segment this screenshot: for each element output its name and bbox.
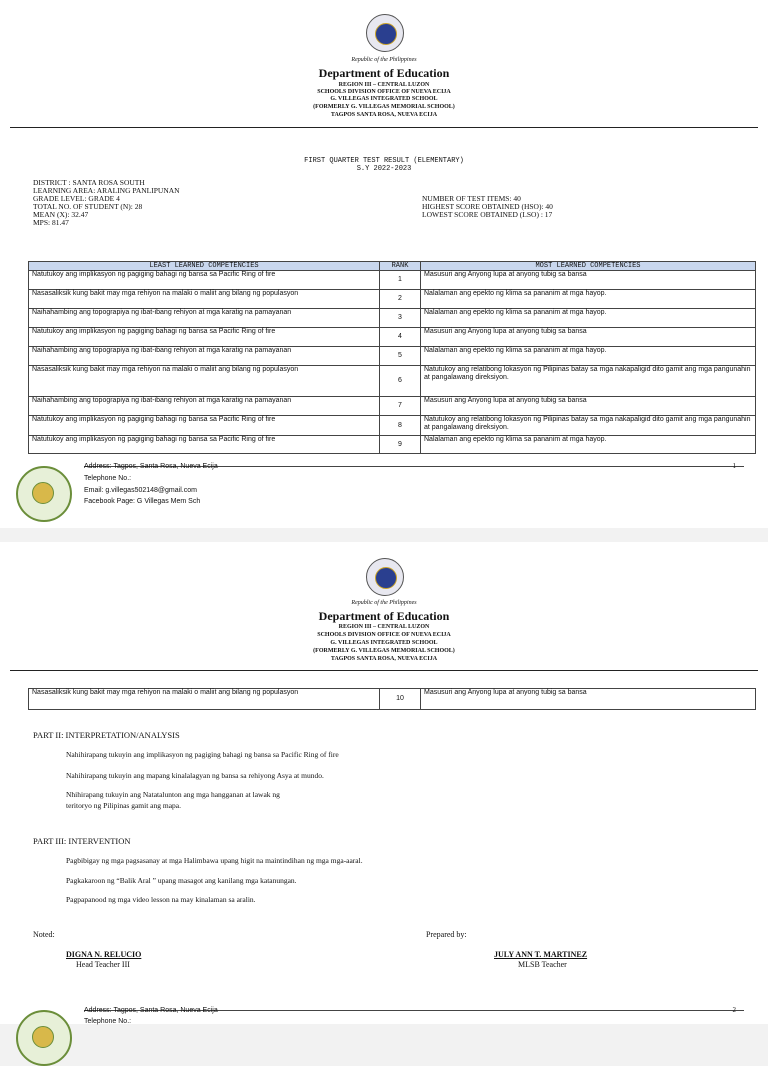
- header-rank: RANK: [380, 262, 421, 271]
- school-line: G. VILLEGAS INTEGRATED SCHOOL: [330, 96, 438, 102]
- least-cell: Naihahambing ang topograpiya ng ibat-ibang rehiyon at mga karatig na pamayanan: [29, 309, 380, 328]
- header-divider: [10, 670, 758, 671]
- page-gap: [0, 528, 768, 542]
- least-cell: Natutukoy ang implikasyon ng pagiging bahagi ng bansa sa Pacific Ring of fire: [29, 436, 380, 454]
- part3-item: Pagkakaroon ng “Balik Aral ” upang masagot ang kanilang mga katanungan.: [66, 876, 297, 885]
- least-cell: Naihahambing ang topograpiya ng ibat-ibang rehiyon at mga karatig na pamayanan: [29, 397, 380, 416]
- page-number: 2: [732, 1006, 736, 1014]
- table-row: [29, 416, 756, 436]
- school-address-line: TAGPOS SANTA ROSA, NUEVA ECIJA: [330, 656, 438, 662]
- division-line: SCHOOLS DIVISION OFFICE OF NUEVA ECIJA: [317, 632, 451, 638]
- header-least: LEAST LEARNED COMPETENCIES: [29, 262, 380, 271]
- most-cell: Masusuri ang Anyong lupa at anyong tubig sa bansa: [421, 689, 756, 710]
- grade-level: GRADE LEVEL: GRADE 4: [33, 194, 120, 203]
- school-line: G. VILLEGAS INTEGRATED SCHOOL: [330, 640, 438, 646]
- rank-cell: 8: [380, 416, 421, 436]
- department-title: Department of Education: [318, 609, 450, 623]
- page-1: [0, 0, 768, 528]
- mps-score: MPS: 81.47: [33, 218, 69, 227]
- test-items: NUMBER OF TEST ITEMS: 40: [422, 194, 521, 203]
- prepared-label: Prepared by:: [426, 930, 467, 939]
- signatory-role-1: Head Teacher III: [76, 960, 130, 969]
- least-cell: Nasasaliksik kung bakit may mga rehiyon na malaki o maliit ang bilang ng populasyon: [29, 366, 380, 397]
- least-cell: Naihahambing ang topograpiya ng ibat-ibang rehiyon at mga karatig na pamayanan: [29, 347, 380, 366]
- school-logo-icon: [16, 466, 72, 522]
- total-students: TOTAL NO. OF STUDENT (N): 28: [33, 202, 143, 211]
- rank-cell: 1: [380, 271, 421, 290]
- table-row: [29, 689, 756, 710]
- table-row: [29, 347, 756, 366]
- part2-item: Nahihirapang tukuyin ang mapang kinalalagyan ng bansa sa rehiyong Asya at mundo.: [66, 771, 324, 780]
- signatory-name-1: DIGNA N. RELUCIO: [66, 950, 142, 959]
- formerly-line: (FORMERLY G. VILLEGAS MEMORIAL SCHOOL): [313, 104, 455, 110]
- most-cell: Masusuri ang Anyong lupa at anyong tubig sa bansa: [421, 271, 756, 290]
- table-row: [29, 309, 756, 328]
- competencies-table-continued: [28, 688, 756, 710]
- part2-item: Nhihirapang tukuyin ang Natatalunton ang mga hangganan at lawak ng: [66, 790, 280, 799]
- least-cell: Natutukoy ang implikasyon ng pagiging bahagi ng bansa sa Pacific Ring of fire: [29, 271, 380, 290]
- division-line: SCHOOLS DIVISION OFFICE OF NUEVA ECIJA: [317, 89, 451, 95]
- deped-seal-icon: [366, 558, 404, 596]
- most-cell: Nalalaman ang epekto ng klima sa pananim at mga hayop.: [421, 436, 756, 454]
- page-number: 1: [732, 462, 736, 470]
- most-cell: Natutukoy ang relatibong lokasyon ng Pilipinas batay sa mga nakapaligid dito gamit ang mga pangunahin at pangalawang direksiyon.: [421, 416, 756, 436]
- rank-cell: 3: [380, 309, 421, 328]
- republic-line: Republic of the Philippines: [351, 600, 417, 606]
- footer-address: Address: Tagpos, Santa Rosa, Nueva Ecija: [84, 1007, 218, 1014]
- part3-title: PART III: INTERVENTION: [33, 836, 131, 846]
- competencies-table: [28, 261, 756, 454]
- footer-facebook: Facebook Page: G Villegas Mem Sch: [84, 498, 201, 505]
- most-cell: Nalalaman ang epekto ng klima sa pananim at mga hayop.: [421, 290, 756, 309]
- header-divider: [10, 127, 758, 128]
- table-row: [29, 436, 756, 454]
- least-cell: Natutukoy ang implikasyon ng pagiging bahagi ng bansa sa Pacific Ring of fire: [29, 328, 380, 347]
- highest-score: HIGHEST SCORE OBTAINED (HSO): 40: [422, 202, 553, 211]
- part2-item: Nahihirapang tukuyin ang implikasyon ng pagiging bahagi ng bansa sa Pacific Ring of fire: [66, 750, 339, 759]
- signatory-name-2: JULY ANN T. MARTINEZ: [494, 950, 588, 959]
- formerly-line: (FORMERLY G. VILLEGAS MEMORIAL SCHOOL): [313, 648, 455, 654]
- republic-line: Republic of the Philippines: [351, 57, 417, 63]
- part2-title: PART II: INTERPRETATION/ANALYSIS: [33, 730, 180, 740]
- header-most: MOST LEARNED COMPETENCIES: [421, 262, 756, 271]
- school-address-line: TAGPOS SANTA ROSA, NUEVA ECIJA: [330, 112, 438, 118]
- rank-cell: 6: [380, 366, 421, 397]
- page-2: [0, 542, 768, 1024]
- region-line: REGION III – CENTRAL LUZON: [338, 624, 430, 630]
- department-title: Department of Education: [318, 66, 450, 80]
- rank-cell: 9: [380, 436, 421, 454]
- most-cell: Nalalaman ang epekto ng klima sa pananim at mga hayop.: [421, 347, 756, 366]
- least-cell: Nasasaliksik kung bakit may mga rehiyon na malaki o maliit ang bilang ng populasyon: [29, 290, 380, 309]
- rank-cell: 2: [380, 290, 421, 309]
- most-cell: Masusuri ang Anyong lupa at anyong tubig sa bansa: [421, 328, 756, 347]
- most-cell: Masusuri ang Anyong lupa at anyong tubig sa bansa: [421, 397, 756, 416]
- district: DISTRICT : SANTA ROSA SOUTH: [33, 178, 145, 187]
- rank-cell: 10: [380, 689, 421, 710]
- table-row: [29, 271, 756, 290]
- footer-email: Email: g.villegas502148@gmail.com: [84, 487, 197, 494]
- most-cell: Natutukoy ang relatibong lokasyon ng Pilipinas batay sa mga nakapaligid dito gamit ang mga pangunahin at pangalawang direksiyon.: [421, 366, 756, 397]
- table-header-row: [29, 262, 756, 271]
- deped-seal-icon: [366, 14, 404, 52]
- noted-label: Noted:: [33, 930, 55, 939]
- table-row: [29, 366, 756, 397]
- learning-area: LEARNING AREA: ARALING PANLIPUNAN: [33, 186, 180, 195]
- lowest-score: LOWEST SCORE OBTAINED (LSO) : 17: [422, 210, 553, 219]
- most-cell: Nalalaman ang epekto ng klima sa pananim at mga hayop.: [421, 309, 756, 328]
- table-row: [29, 328, 756, 347]
- footer-telephone: Telephone No.:: [84, 1018, 132, 1025]
- part3-item: Pagbibigay ng mga pagsasanay at mga Halimbawa upang higit na maintindihan ng mga mga-aaral.: [66, 856, 363, 865]
- part3-item: Pagpapanood ng mga video lesson na may kinalaman sa aralin.: [66, 895, 256, 904]
- region-line: REGION III – CENTRAL LUZON: [338, 82, 430, 88]
- rank-cell: 4: [380, 328, 421, 347]
- footer-address: Address: Tagpos, Santa Rosa, Nueva Ecija: [84, 463, 218, 470]
- rank-cell: 7: [380, 397, 421, 416]
- school-year: S.Y 2022-2023: [356, 165, 412, 173]
- least-cell: Natutukoy ang implikasyon ng pagiging bahagi ng bansa sa Pacific Ring of fire: [29, 416, 380, 436]
- part2-item: teritoryo ng Pilipinas gamit ang mapa.: [66, 801, 181, 810]
- report-title: FIRST QUARTER TEST RESULT (ELEMENTARY): [304, 157, 464, 165]
- signatory-role-2: MLSB Teacher: [518, 960, 567, 969]
- table-row: [29, 397, 756, 416]
- school-logo-icon: [16, 1010, 72, 1066]
- least-cell: Nasasaliksik kung bakit may mga rehiyon na malaki o maliit ang bilang ng populasyon: [29, 689, 380, 710]
- mean-score: MEAN (X): 32.47: [33, 210, 89, 219]
- rank-cell: 5: [380, 347, 421, 366]
- footer-telephone: Telephone No.:: [84, 475, 132, 482]
- table-row: [29, 290, 756, 309]
